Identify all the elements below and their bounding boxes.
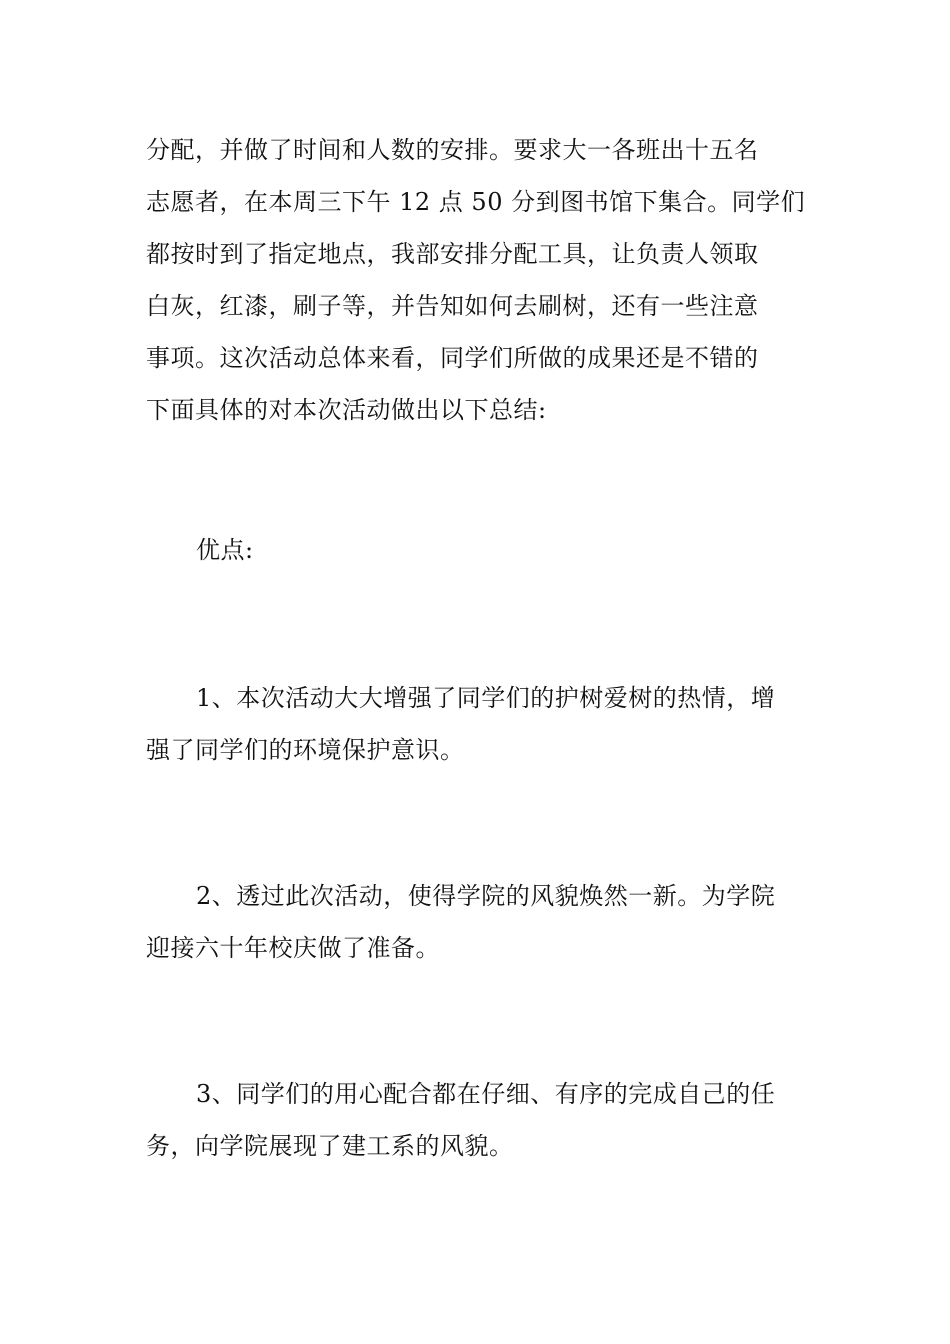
paragraph-line: 务，向学院展现了建工系的风貌。: [146, 1132, 514, 1160]
paragraph-line: 1、本次活动大大增强了同学们的护树爱树的热情，增: [196, 684, 776, 712]
paragraph-line: 迎接六十年校庆做了准备。: [146, 934, 440, 962]
paragraph-line: 强了同学们的环境保护意识。: [146, 736, 465, 764]
paragraph-line: 都按时到了指定地点，我部安排分配工具，让负责人领取: [146, 240, 759, 268]
point-1-paragraph: [146, 672, 806, 776]
heading-line: 优点:: [196, 536, 254, 564]
paragraph-line: 2、透过此次活动，使得学院的风貌焕然一新。为学院: [196, 882, 776, 910]
intro-paragraph: [146, 124, 806, 436]
paragraph-line: 事项。这次活动总体来看，同学们所做的成果还是不错的: [146, 344, 759, 372]
paragraph-line: 白灰，红漆，刷子等，并告知如何去刷树，还有一些注意: [146, 292, 759, 320]
advantages-heading: [146, 524, 806, 576]
paragraph-line: 分配，并做了时间和人数的安排。要求大一各班出十五名: [146, 136, 759, 164]
paragraph-line: 3、同学们的用心配合都在仔细、有序的完成自己的任: [196, 1080, 776, 1108]
paragraph-line: 志愿者，在本周三下午 12 点 50 分到图书馆下集合。同学们: [146, 188, 806, 216]
point-3-paragraph: [146, 1068, 806, 1172]
paragraph-line: 下面具体的对本次活动做出以下总结:: [146, 396, 547, 424]
point-2-paragraph: [146, 870, 806, 974]
